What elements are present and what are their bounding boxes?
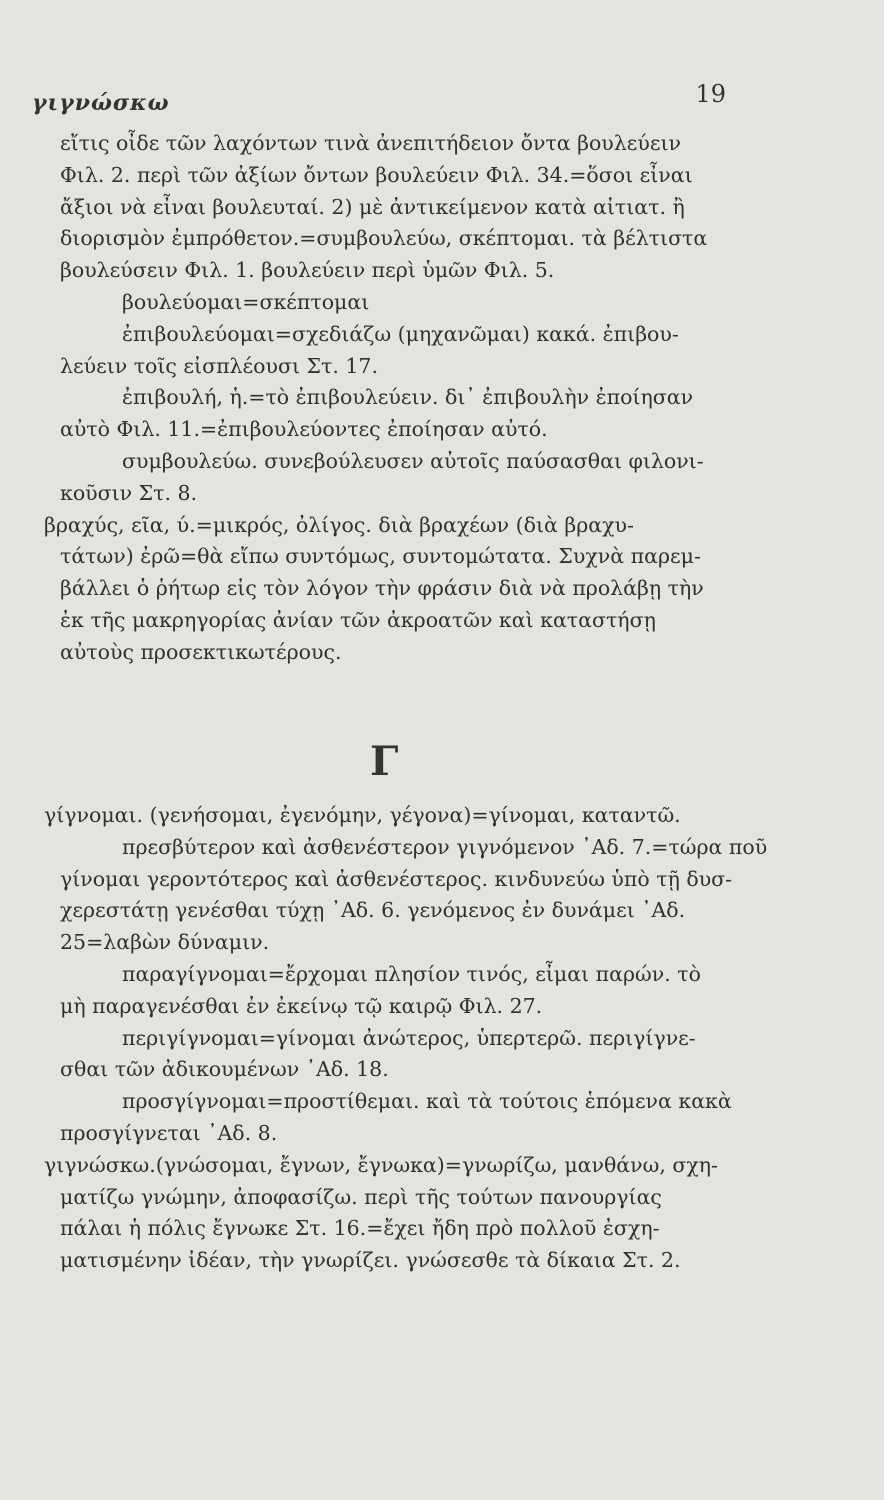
dictionary-block-gamma xyxy=(44,800,770,1277)
entry-prosgignomai: προσγίγνομαι=προστίθεμαι. καὶ τὰ τούτοις ἑπόμενα κακὰ xyxy=(122,1089,732,1114)
entry-brachys: βραχύς, εῖα, ύ.=μικρός, ὀλίγος. διὰ βραχέων (διὰ βραχυ- xyxy=(44,512,634,537)
text-line: βάλλει ὁ ῥήτωρ εἰς τὸν λόγον τὴν φράσιν διὰ νὰ προλάβῃ τὴν xyxy=(60,576,704,601)
entry-bouleuomai: βουλεύομαι=σκέπτομαι xyxy=(122,289,370,314)
entry-gignomai: γίγνομαι. (γενήσομαι, ἐγενόμην, γέγονα)=γίνομαι, καταντῶ. xyxy=(44,803,681,827)
text-line: πάλαι ἡ πόλις ἔγνωκε Στ. 16.=ἔχει ἤδη πρὸ πολλοῦ ἐσχη- xyxy=(60,1216,660,1241)
text-line: 25=λαβὼν δύναμιν. xyxy=(60,930,270,955)
entry-symbouleuo: συμβουλεύω. συνεβούλευσεν αὐτοῖς παύσασθαι φιλονι- xyxy=(122,448,704,473)
entry-gignosko: γιγνώσκω.(γνώσομαι, ἔγνων, ἔγνωκα)=γνωρίζω, μανθάνω, σχη- xyxy=(44,1152,718,1177)
text-line: μὴ παραγενέσθαι ἐν ἐκείνῳ τῷ καιρῷ Φιλ. 27. xyxy=(60,993,543,1018)
text-line: λεύειν τοῖς εἰσπλέουσι Στ. 17. xyxy=(60,353,378,378)
entry-paragignomai: παραγίγνομαι=ἔρχομαι πλησίον τινός, εἶμαι παρών. τὸ xyxy=(122,961,701,986)
text-line: ματίζω γνώμην, ἀποφασίζω. περὶ τῆς τούτων πανουργίας xyxy=(60,1184,662,1209)
text-line: πρεσβύτερον καὶ ἀσθενέστερον γιγνόμενον ᾿Αδ. 7.=τώρα ποῦ xyxy=(122,834,768,859)
section-letter-gamma: Γ xyxy=(370,738,399,785)
entry-epibouleuomai: ἐπιβουλεύομαι=σχεδιάζω (μηχανῶμαι) κακά. ἐπιβου- xyxy=(122,321,679,346)
text-line: σθαι τῶν ἀδικουμένων ᾿Αδ. 18. xyxy=(60,1057,389,1082)
entry-perigignomai: περιγίγνομαι=γίνομαι ἀνώτερος, ὑπερτερῶ. περιγίγνε- xyxy=(122,1025,696,1050)
text-line: προσγίγνεται ᾿Αδ. 8. xyxy=(60,1120,278,1145)
text-line: τάτων) ἐρῶ=θὰ εἴπω συντόμως, συντομώτατα. Συχνὰ παρεμ- xyxy=(60,544,701,569)
text-line: βουλεύσειν Φιλ. 1. βουλεύειν περὶ ὑμῶν Φιλ. 5. xyxy=(60,258,555,283)
text-line: χερεστάτῃ γενέσθαι τύχῃ ᾿Αδ. 6. γενόμενος ἐν δυνάμει ᾿Αδ. xyxy=(60,898,686,923)
text-line: ματισμένην ἰδέαν, τὴν γνωρίζει. γνώσεσθε τὰ δίκαια Στ. 2. xyxy=(60,1248,681,1273)
text-line: ἐκ τῆς μακρηγορίας ἀνίαν τῶν ἀκροατῶν καὶ καταστήσῃ xyxy=(60,607,656,632)
text-line: ἄξιοι νὰ εἶναι βουλευταί. 2) μὲ ἀντικείμενον κατὰ αἰτιατ. ἢ xyxy=(60,194,685,219)
text-line: κοῦσιν Στ. 8. xyxy=(60,480,198,505)
text-line: εἴτις οἶδε τῶν λαχόντων τινὰ ἀνεπιτήδειον ὄντα βουλεύειν xyxy=(60,131,681,155)
text-line: διορισμὸν ἐμπρόθετον.=συμβουλεύω, σκέπτομαι. τὰ βέλτιστα xyxy=(60,226,708,251)
text-line: Φιλ. 2. περὶ τῶν ἀξίων ὄντων βουλεύειν Φιλ. 34.=ὅσοι εἶναι xyxy=(60,162,693,187)
entry-epiboule: ἐπιβουλή, ἡ.=τὸ ἐπιβουλεύειν. δι᾽ ἐπιβουλὴν ἐποίησαν xyxy=(122,385,694,410)
text-line: γίνομαι γεροντότερος καὶ ἀσθενέστερος. κινδυνεύω ὑπὸ τῇ δυσ- xyxy=(60,866,733,891)
page-number: 19 xyxy=(695,80,726,108)
dictionary-block-beta xyxy=(44,128,770,669)
text-line: αὐτὸ Φιλ. 11.=ἐπιβουλεύοντες ἐποίησαν αὐτό. xyxy=(60,417,548,442)
text-line: αὐτοὺς προσεκτικωτέρους. xyxy=(60,639,342,664)
running-head: γιγνώσκω xyxy=(32,90,170,116)
